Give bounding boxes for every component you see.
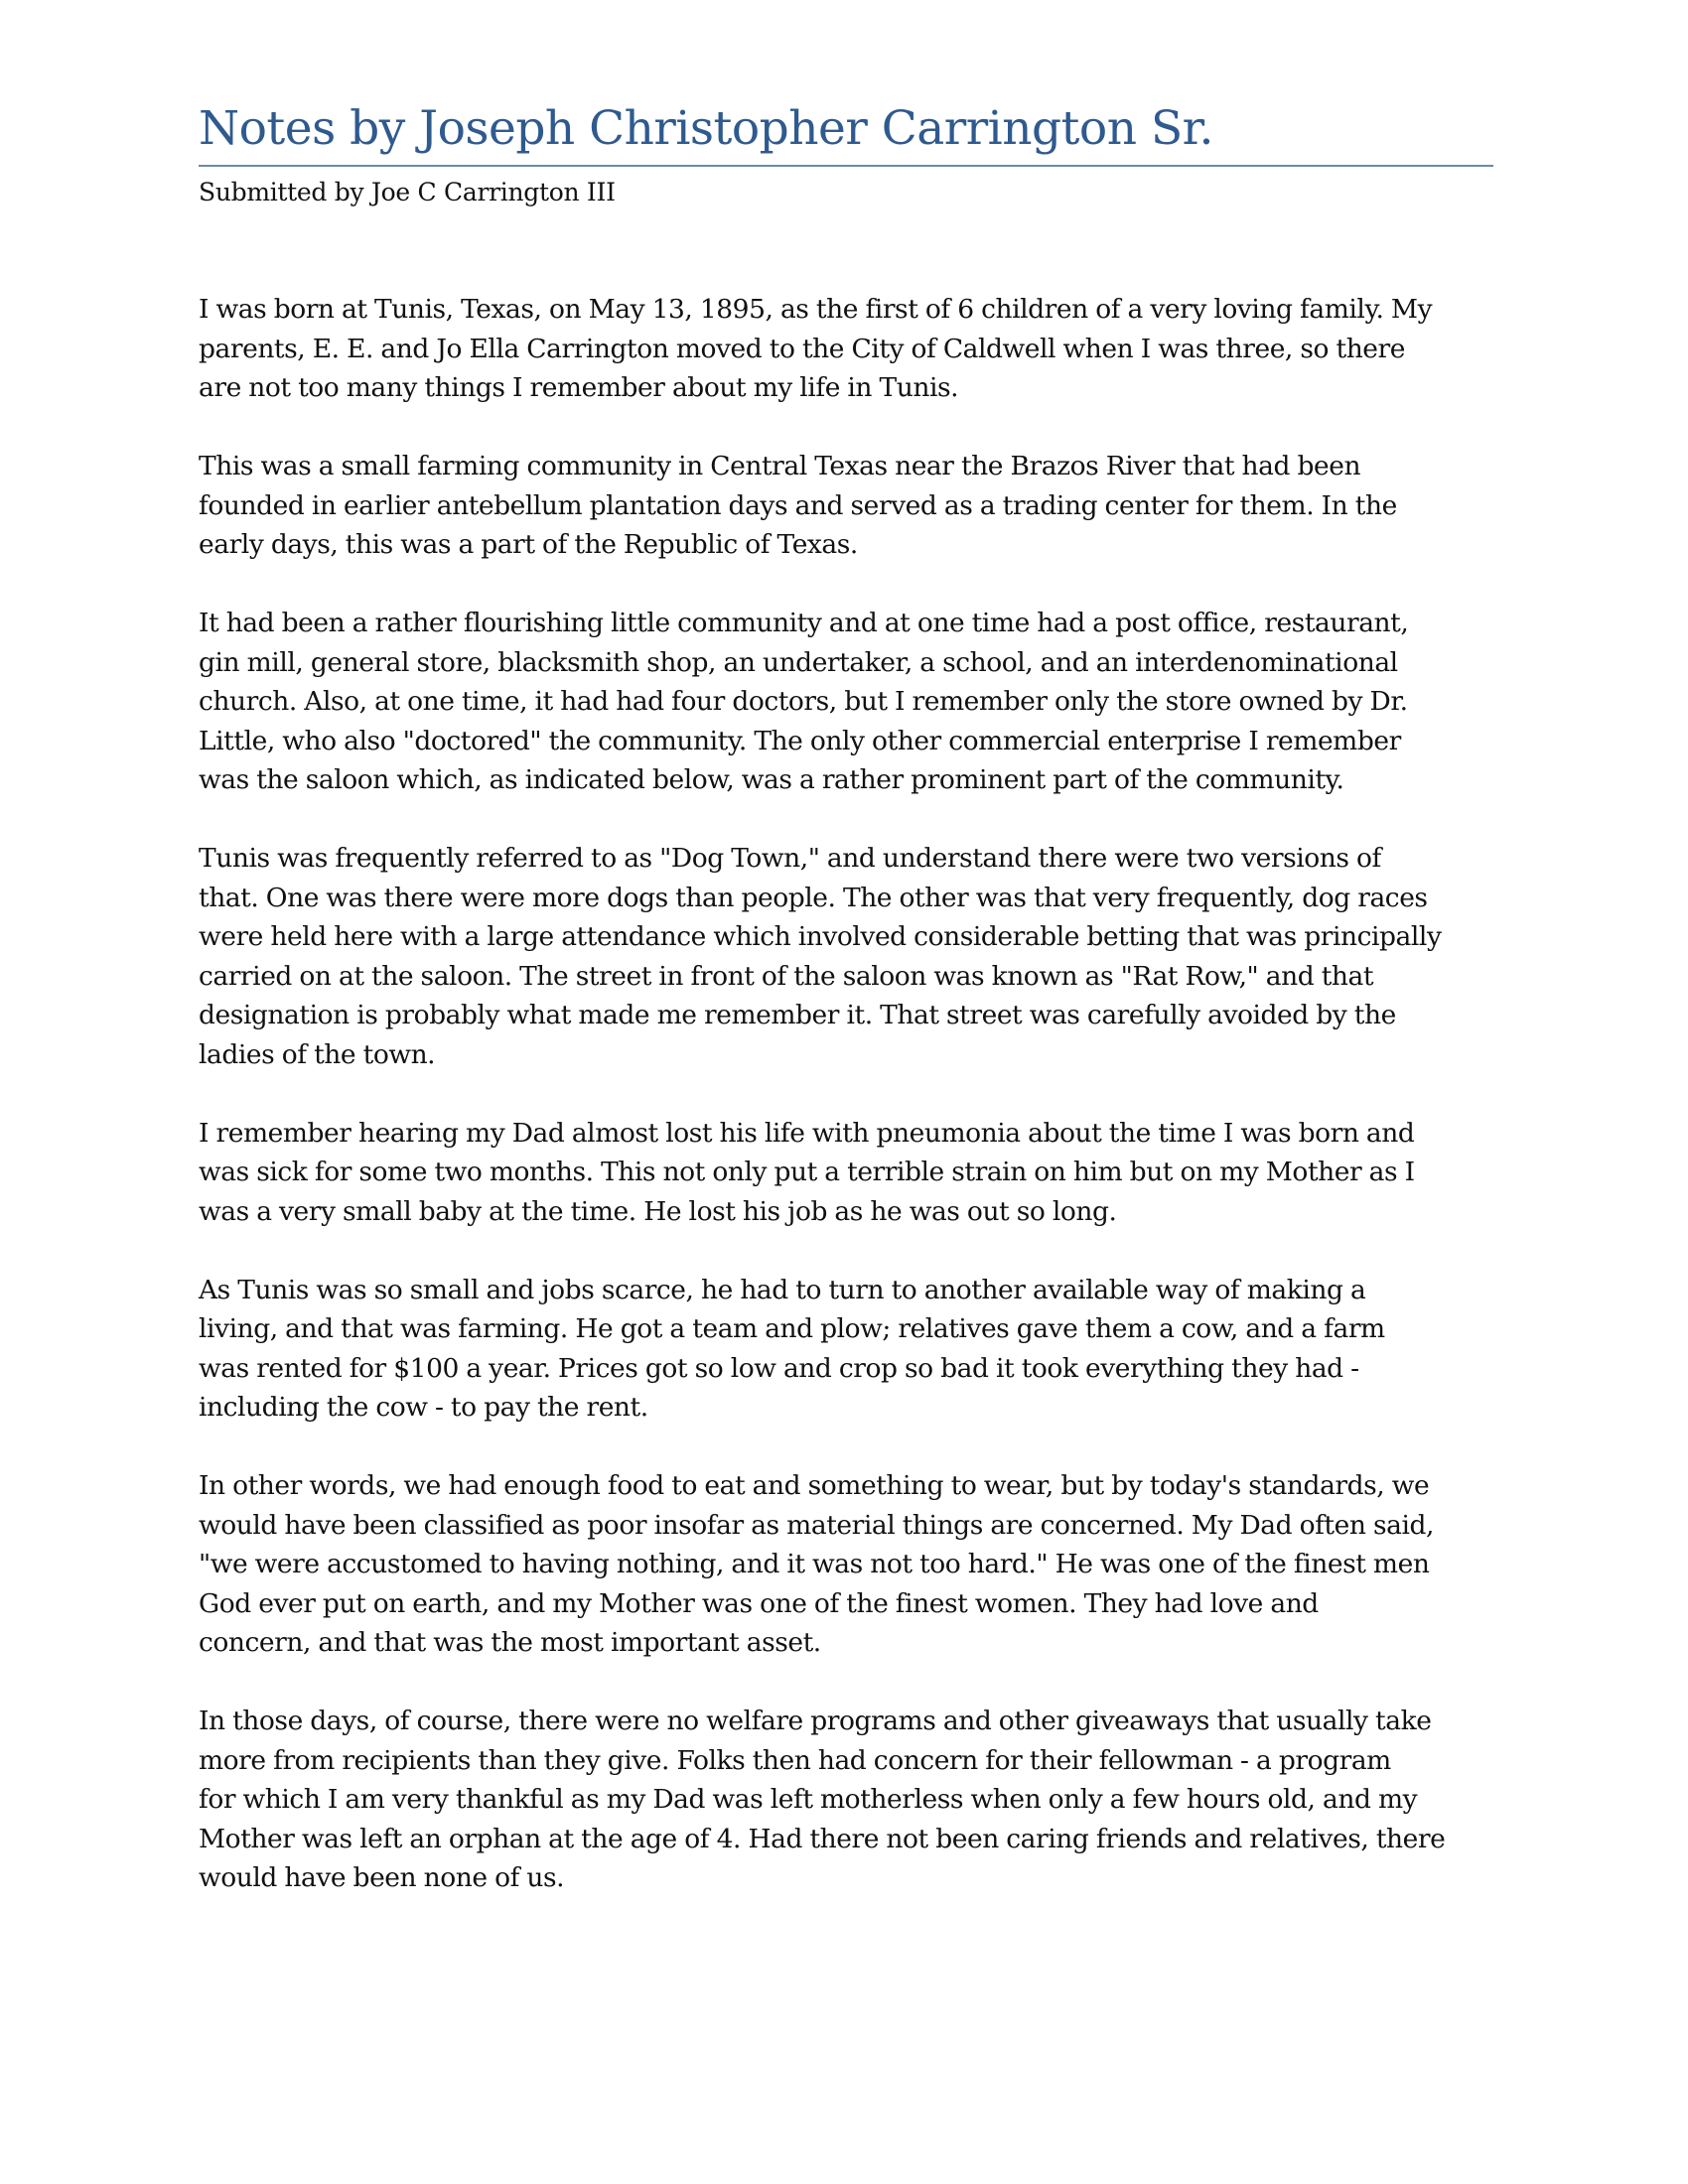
paragraph-4	[199, 839, 1494, 1074]
paragraph-5	[199, 1114, 1494, 1232]
text-line: ladies of the town.	[199, 1038, 436, 1070]
paragraph-3	[199, 604, 1494, 800]
paragraph-7	[199, 1466, 1494, 1663]
text-line: "we were accustomed to having nothing, and it was not too hard." He was one of the finest men	[199, 1549, 1430, 1579]
text-line: concern, and that was the most important asset.	[199, 1627, 821, 1658]
text-line: was the saloon which, as indicated below, was a rather prominent part of the community.	[199, 764, 1344, 795]
text-line: early days, this was a part of the Republic of Texas.	[199, 529, 858, 560]
text-line: As Tunis was so small and jobs scarce, he had to turn to another available way of making a	[199, 1274, 1366, 1305]
text-line: It had been a rather flourishing little community and at one time had a post office, restaurant,	[199, 608, 1409, 638]
paragraph-8	[199, 1702, 1494, 1898]
text-line: church. Also, at one time, it had had four doctors, but I remember only the store owned by Dr.	[199, 686, 1408, 717]
text-line: was sick for some two months. This not only put a terrible strain on him but on my Mother as I	[199, 1157, 1415, 1187]
text-line: I remember hearing my Dad almost lost his life with pneumonia about the time I was born and	[199, 1117, 1415, 1149]
paragraph-1	[199, 290, 1494, 408]
text-line: that. One was there were more dogs than people. The other was that very frequently, dog races	[199, 882, 1428, 913]
text-line: would have been classified as poor insofar as material things are concerned. My Dad often said,	[199, 1509, 1434, 1541]
text-line: for which I am very thankful as my Dad was left motherless when only a few hours old, and my	[199, 1784, 1418, 1815]
text-line: carried on at the saloon. The street in front of the saloon was known as "Rat Row," and that	[199, 960, 1374, 992]
text-line: designation is probably what made me remember it. That street was carefully avoided by the	[199, 1000, 1396, 1030]
text-line: Mother was left an orphan at the age of 4. Had there not been caring friends and relatives, there	[199, 1823, 1446, 1854]
text-line: were held here with a large attendance which involved considerable betting that was principally	[199, 921, 1442, 952]
paragraph-6	[199, 1271, 1494, 1428]
text-line: Tunis was frequently referred to as "Dog Town," and understand there were two versions of	[199, 843, 1381, 874]
text-line: I was born at Tunis, Texas, on May 13, 1895, as the first of 6 children of a very loving family. My	[199, 294, 1433, 325]
document-title: Notes by Joseph Christopher Carrington Sr.	[199, 101, 1213, 156]
document-body	[199, 290, 1494, 1937]
text-line: parents, E. E. and Jo Ella Carrington moved to the City of Caldwell when I was three, so there	[199, 333, 1405, 364]
text-line: This was a small farming community in Central Texas near the Brazos River that had been	[199, 451, 1361, 481]
text-line: Little, who also "doctored" the community. The only other commercial enterprise I remember	[199, 725, 1401, 756]
text-line: founded in earlier antebellum plantation days and served as a trading center for them. In the	[199, 489, 1397, 521]
text-line: God ever put on earth, and my Mother was one of the finest women. They had love and	[199, 1587, 1319, 1619]
document-subtitle: Submitted by Joe C Carrington III	[199, 178, 616, 206]
text-line: gin mill, general store, blacksmith shop, an undertaker, a school, and an interdenominational	[199, 646, 1398, 678]
text-line: In those days, of course, there were no welfare programs and other giveaways that usually take	[199, 1706, 1432, 1736]
text-line: In other words, we had enough food to eat and something to wear, but by today's standards, we	[199, 1470, 1430, 1501]
text-line: was a very small baby at the time. He lost his job as he was out so long.	[199, 1195, 1117, 1227]
paragraph-2	[199, 447, 1494, 565]
text-line: was rented for $100 a year. Prices got so low and crop so bad it took everything they had -	[199, 1352, 1359, 1384]
text-line: are not too many things I remember about my life in Tunis.	[199, 372, 959, 403]
text-line: living, and that was farming. He got a team and plow; relatives gave them a cow, and a farm	[199, 1313, 1385, 1344]
title-underline-rule	[199, 165, 1493, 167]
text-line: would have been none of us.	[199, 1862, 565, 1893]
text-line: more from recipients than they give. Folks then had concern for their fellowman - a program	[199, 1744, 1391, 1776]
text-line: including the cow - to pay the rent.	[199, 1392, 648, 1423]
